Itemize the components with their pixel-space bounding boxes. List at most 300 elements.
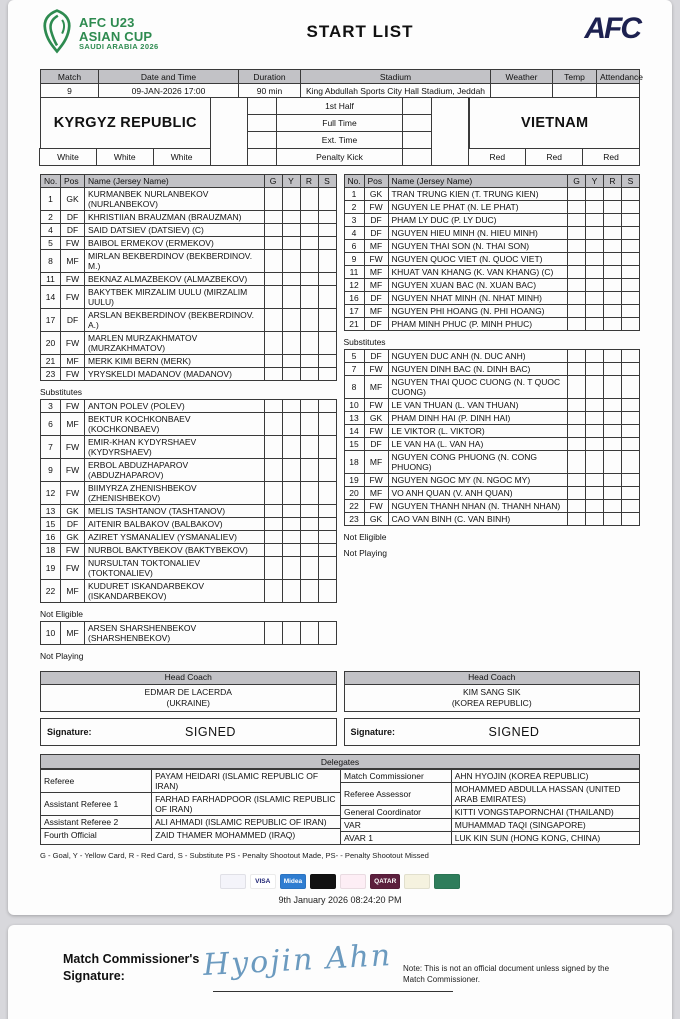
player-position: MF	[364, 487, 388, 500]
stat-goal-cell	[568, 350, 586, 363]
stat-yellow-cell	[282, 188, 300, 211]
player-row	[41, 368, 337, 381]
stat-sub-cell	[622, 363, 640, 376]
delegate-name: LUK KIN SUN (HONG KONG, CHINA)	[451, 832, 639, 845]
player-position: DF	[364, 214, 388, 227]
col-sub: S	[318, 175, 336, 188]
stat-yellow-cell	[586, 240, 604, 253]
home-score-cell	[247, 148, 277, 166]
home-signature-box	[40, 718, 337, 746]
player-row	[41, 459, 337, 482]
col-temp: Temp	[553, 70, 597, 84]
player-name: ARSLAN BEKBERDINOV (BEKBERDINOV. A.)	[85, 309, 265, 332]
player-number: 19	[344, 474, 364, 487]
delegates-left	[41, 769, 340, 844]
player-position: GK	[61, 531, 85, 544]
stat-yellow-cell	[282, 273, 300, 286]
stat-sub-cell	[622, 266, 640, 279]
player-number: 11	[344, 266, 364, 279]
player-row	[344, 305, 640, 318]
stat-red-cell	[300, 544, 318, 557]
player-name: LE VAN THUAN (L. VAN THUAN)	[388, 399, 568, 412]
player-row	[344, 487, 640, 500]
roster-header-row	[41, 175, 337, 188]
stat-goal-cell	[568, 500, 586, 513]
stat-red-cell	[604, 438, 622, 451]
stat-sub-cell	[622, 412, 640, 425]
player-position: FW	[61, 436, 85, 459]
player-number: 22	[41, 580, 61, 603]
player-name: NGUYEN PHI HOANG (N. PHI HOANG)	[388, 305, 568, 318]
player-row	[41, 309, 337, 332]
player-number: 11	[41, 273, 61, 286]
player-name: BEKNAZ ALMAZBEKOV (ALMAZBEKOV)	[85, 273, 265, 286]
away-signature-box	[344, 718, 641, 746]
player-row	[41, 237, 337, 250]
stat-sub-cell	[318, 580, 336, 603]
stat-red-cell	[604, 513, 622, 526]
home-team-name: KYRGYZ REPUBLIC	[40, 98, 211, 149]
player-position: FW	[61, 273, 85, 286]
stat-yellow-cell	[586, 253, 604, 266]
player-row	[344, 363, 640, 376]
away-substitutes-label: Substitutes	[343, 337, 386, 347]
stat-red-cell	[604, 412, 622, 425]
player-position: MF	[364, 376, 388, 399]
stat-red-cell	[604, 500, 622, 513]
player-row	[344, 227, 640, 240]
stat-goal-cell	[264, 188, 282, 211]
stat-sub-cell	[318, 400, 336, 413]
stat-sub-cell	[318, 286, 336, 309]
player-row	[41, 286, 337, 309]
sponsor-logo: QATAR	[370, 874, 400, 889]
abbreviation-legend: G - Goal, Y - Yellow Card, R - Red Card, S - Substitute PS - Penalty Shootout Made, PS- - Penalty Shootout Missed	[40, 851, 429, 861]
stat-goal-cell	[264, 518, 282, 531]
stat-red-cell	[604, 425, 622, 438]
player-name: ARSEN SHARSHENBEKOV (SHARSHENBEKOV)	[85, 622, 265, 645]
player-name: NGUYEN NHAT MINH (N. NHAT MINH)	[388, 292, 568, 305]
signature-line	[213, 991, 453, 992]
player-number: 18	[344, 451, 364, 474]
home-score-cell	[247, 114, 277, 132]
home-coach-box	[40, 671, 337, 712]
col-pos: Pos	[61, 175, 85, 188]
player-position: FW	[364, 500, 388, 513]
stat-yellow-cell	[282, 368, 300, 381]
stat-red-cell	[604, 240, 622, 253]
stat-goal-cell	[264, 355, 282, 368]
stat-sub-cell	[318, 505, 336, 518]
delegates-body	[41, 769, 639, 844]
player-row	[41, 505, 337, 518]
delegate-role: Referee Assessor	[341, 783, 451, 806]
player-row	[344, 500, 640, 513]
delegate-role: VAR	[341, 819, 451, 832]
player-number: 6	[41, 413, 61, 436]
home-not-playing-label: Not Playing	[40, 651, 84, 661]
away-score-cell	[402, 97, 432, 115]
player-row	[344, 412, 640, 425]
stat-yellow-cell	[282, 580, 300, 603]
player-position: DF	[61, 224, 85, 237]
match-attendance	[597, 84, 640, 98]
player-number: 9	[41, 459, 61, 482]
stat-red-cell	[300, 580, 318, 603]
col-match: Match	[41, 70, 99, 84]
player-name: BAIBOL ERMEKOV (ERMEKOV)	[85, 237, 265, 250]
stat-red-cell	[604, 451, 622, 474]
stat-yellow-cell	[282, 531, 300, 544]
delegate-row	[41, 793, 340, 816]
player-name: ANTON POLEV (POLEV)	[85, 400, 265, 413]
stat-sub-cell	[318, 273, 336, 286]
delegate-row	[341, 819, 639, 832]
stat-red-cell	[300, 250, 318, 273]
col-sub: S	[622, 175, 640, 188]
delegate-name: AHN HYOJIN (KOREA REPUBLIC)	[451, 770, 639, 783]
score-row	[247, 115, 431, 132]
stat-yellow-cell	[586, 399, 604, 412]
home-not-eligible-table	[40, 621, 337, 645]
away-substitutes-table	[344, 349, 641, 526]
delegate-row	[41, 770, 340, 793]
stat-red-cell	[604, 376, 622, 399]
stat-yellow-cell	[282, 400, 300, 413]
stat-goal-cell	[568, 253, 586, 266]
player-name: YRYSKELDI MADANOV (MADANOV)	[85, 368, 265, 381]
delegates-title: Delegates	[41, 755, 639, 769]
left-flank-cell	[210, 98, 249, 166]
home-kit-color: White	[153, 148, 211, 166]
player-row	[41, 482, 337, 505]
player-name: NGUYEN LE PHAT (N. LE PHAT)	[388, 201, 568, 214]
stat-goal-cell	[264, 459, 282, 482]
stat-yellow-cell	[586, 487, 604, 500]
player-number: 6	[344, 240, 364, 253]
player-row	[41, 544, 337, 557]
player-number: 18	[41, 544, 61, 557]
col-stadium: Stadium	[301, 70, 491, 84]
afc-logo: AFC	[584, 12, 640, 45]
stat-sub-cell	[318, 413, 336, 436]
stat-goal-cell	[568, 376, 586, 399]
player-number: 21	[41, 355, 61, 368]
player-row	[344, 318, 640, 331]
sponsor-logo	[310, 874, 336, 889]
home-coach-country: (UKRAINE)	[166, 697, 210, 708]
stat-yellow-cell	[586, 305, 604, 318]
stat-yellow-cell	[282, 211, 300, 224]
player-number: 17	[344, 305, 364, 318]
stat-yellow-cell	[282, 286, 300, 309]
stat-goal-cell	[568, 412, 586, 425]
stat-red-cell	[300, 237, 318, 250]
away-coach-header: Head Coach	[344, 671, 641, 685]
player-name: VO ANH QUAN (V. ANH QUAN)	[388, 487, 568, 500]
away-kit-color: Red	[468, 148, 526, 166]
stat-yellow-cell	[282, 505, 300, 518]
tournament-name-line2: ASIAN CUP	[79, 28, 153, 44]
home-signature-value: SIGNED	[185, 725, 236, 740]
match-date-time: 09-JAN-2026 17:00	[99, 84, 239, 98]
player-position: FW	[61, 544, 85, 557]
away-not-eligible-label: Not Eligible	[343, 532, 387, 542]
stat-yellow-cell	[282, 622, 300, 645]
stat-sub-cell	[318, 459, 336, 482]
player-number: 23	[344, 513, 364, 526]
stat-sub-cell	[318, 188, 336, 211]
stat-red-cell	[300, 355, 318, 368]
stat-sub-cell	[318, 544, 336, 557]
player-number: 5	[41, 237, 61, 250]
stat-yellow-cell	[282, 413, 300, 436]
sponsor-logo: VISA	[250, 874, 276, 889]
stat-red-cell	[604, 227, 622, 240]
player-name: BAKYTBEK MIRZALIM UULU (MIRZALIM UULU)	[85, 286, 265, 309]
player-name: LE VAN HA (L. VAN HA)	[388, 438, 568, 451]
stat-sub-cell	[622, 487, 640, 500]
col-red: R	[300, 175, 318, 188]
stat-sub-cell	[622, 425, 640, 438]
stat-goal-cell	[264, 237, 282, 250]
player-row	[344, 292, 640, 305]
document-header	[40, 8, 640, 59]
player-row	[41, 436, 337, 459]
home-substitutes-label: Substitutes	[40, 387, 83, 397]
player-number: 14	[41, 286, 61, 309]
player-position: GK	[61, 188, 85, 211]
player-row	[344, 451, 640, 474]
away-signature-label: Signature:	[350, 727, 396, 738]
stat-sub-cell	[622, 279, 640, 292]
away-coach-box	[344, 671, 641, 712]
player-row	[344, 474, 640, 487]
player-name: CAO VAN BINH (C. VAN BINH)	[388, 513, 568, 526]
home-kit-color: White	[96, 148, 154, 166]
col-name: Name (Jersey Name)	[388, 175, 568, 188]
stat-sub-cell	[622, 214, 640, 227]
away-score-cell	[402, 114, 432, 132]
player-number: 15	[344, 438, 364, 451]
stat-goal-cell	[568, 318, 586, 331]
player-name: KURMANBEK NURLANBEKOV (NURLANBEKOV)	[85, 188, 265, 211]
player-number: 1	[344, 188, 364, 201]
stat-red-cell	[604, 305, 622, 318]
home-kit-color: White	[39, 148, 97, 166]
roster-header-row	[344, 175, 640, 188]
delegate-name: FARHAD FARHADPOOR (ISLAMIC REPUBLIC OF IRAN)	[152, 793, 340, 816]
stat-goal-cell	[568, 188, 586, 201]
delegate-row	[341, 770, 639, 783]
player-name: NGUYEN CONG PHUONG (N. CONG PHUONG)	[388, 451, 568, 474]
match-number: 9	[41, 84, 99, 98]
score-table	[247, 98, 431, 166]
stat-red-cell	[300, 436, 318, 459]
score-period-label: 1st Half	[276, 97, 402, 115]
player-name: MERK KIMI BERN (MERK)	[85, 355, 265, 368]
col-goal: G	[568, 175, 586, 188]
stat-yellow-cell	[282, 355, 300, 368]
sponsor-logo	[434, 874, 460, 889]
delegate-role: AVAR 1	[341, 832, 451, 845]
player-row	[344, 513, 640, 526]
player-row	[41, 188, 337, 211]
player-position: DF	[364, 438, 388, 451]
player-number: 8	[41, 250, 61, 273]
player-name: NGUYEN THAI QUOC CUONG (N. T QUOC CUONG)	[388, 376, 568, 399]
stat-sub-cell	[622, 240, 640, 253]
stat-goal-cell	[568, 214, 586, 227]
stat-goal-cell	[568, 201, 586, 214]
stat-sub-cell	[622, 474, 640, 487]
stat-yellow-cell	[586, 279, 604, 292]
stat-red-cell	[300, 188, 318, 211]
stat-yellow-cell	[586, 188, 604, 201]
away-coach-body	[344, 685, 641, 712]
stat-yellow-cell	[586, 376, 604, 399]
stat-red-cell	[604, 399, 622, 412]
player-row	[344, 279, 640, 292]
home-roster-column	[40, 174, 337, 663]
player-name: PHAM MINH PHUC (P. MINH PHUC)	[388, 318, 568, 331]
stat-yellow-cell	[282, 436, 300, 459]
player-position: MF	[364, 240, 388, 253]
stat-sub-cell	[318, 436, 336, 459]
player-row	[344, 266, 640, 279]
stat-yellow-cell	[586, 363, 604, 376]
player-number: 15	[41, 518, 61, 531]
player-row	[41, 400, 337, 413]
away-coach-country: (KOREA REPUBLIC)	[451, 697, 532, 708]
stat-red-cell	[300, 273, 318, 286]
stat-red-cell	[300, 459, 318, 482]
stat-goal-cell	[568, 292, 586, 305]
player-row	[41, 211, 337, 224]
player-name: NGUYEN QUOC VIET (N. QUOC VIET)	[388, 253, 568, 266]
stat-sub-cell	[318, 622, 336, 645]
stat-red-cell	[604, 487, 622, 500]
delegate-name: MUHAMMAD TAQI (SINGAPORE)	[451, 819, 639, 832]
stat-goal-cell	[264, 580, 282, 603]
delegate-row	[341, 783, 639, 806]
delegate-role: Fourth Official	[41, 829, 152, 842]
col-goal: G	[264, 175, 282, 188]
commissioner-label-line1: Match Commissioner's	[63, 952, 200, 967]
stat-yellow-cell	[282, 224, 300, 237]
stat-yellow-cell	[282, 518, 300, 531]
stat-sub-cell	[318, 211, 336, 224]
stat-yellow-cell	[282, 544, 300, 557]
home-not-eligible-label: Not Eligible	[40, 609, 83, 619]
player-name: ERBOL ABDUZHAPAROV (ABDUZHAPAROV)	[85, 459, 265, 482]
player-name: TRAN TRUNG KIEN (T. TRUNG KIEN)	[388, 188, 568, 201]
score-row	[247, 98, 431, 115]
stat-yellow-cell	[586, 425, 604, 438]
player-position: FW	[364, 253, 388, 266]
stat-yellow-cell	[586, 412, 604, 425]
home-starters-table	[40, 174, 337, 381]
stat-sub-cell	[318, 368, 336, 381]
stat-yellow-cell	[586, 513, 604, 526]
away-kit-colors	[469, 149, 640, 166]
stat-sub-cell	[318, 518, 336, 531]
player-position: MF	[364, 451, 388, 474]
home-score-cell	[247, 131, 277, 149]
home-kit-colors	[40, 149, 211, 166]
col-yellow: Y	[282, 175, 300, 188]
player-row	[41, 250, 337, 273]
stat-goal-cell	[568, 399, 586, 412]
match-info-value-row	[41, 84, 640, 98]
delegate-name: KITTI VONGSTAPORNCHAI (THAILAND)	[451, 806, 639, 819]
page-title: START LIST	[306, 22, 414, 41]
player-position: FW	[364, 363, 388, 376]
away-score-cell	[402, 148, 432, 166]
stat-goal-cell	[568, 474, 586, 487]
tournament-name-line3: SAUDI ARABIA 2026	[79, 41, 159, 51]
player-row	[344, 425, 640, 438]
player-row	[344, 350, 640, 363]
stat-yellow-cell	[282, 557, 300, 580]
stat-red-cell	[604, 201, 622, 214]
stat-yellow-cell	[586, 292, 604, 305]
player-name: NGUYEN THAI SON (N. THAI SON)	[388, 240, 568, 253]
player-row	[41, 224, 337, 237]
player-row	[41, 332, 337, 355]
head-coach-section	[40, 671, 640, 712]
delegate-row	[341, 806, 639, 819]
stat-yellow-cell	[586, 201, 604, 214]
delegate-role: Match Commissioner	[341, 770, 451, 783]
stat-goal-cell	[264, 505, 282, 518]
player-position: FW	[364, 474, 388, 487]
stat-goal-cell	[264, 531, 282, 544]
stat-goal-cell	[264, 224, 282, 237]
stat-goal-cell	[264, 400, 282, 413]
player-position: MF	[61, 413, 85, 436]
player-row	[41, 580, 337, 603]
stat-goal-cell	[568, 266, 586, 279]
player-row	[41, 531, 337, 544]
player-position: MF	[364, 279, 388, 292]
stat-sub-cell	[622, 227, 640, 240]
team-score-block	[40, 98, 640, 166]
stat-yellow-cell	[586, 451, 604, 474]
stat-yellow-cell	[282, 250, 300, 273]
stat-sub-cell	[318, 531, 336, 544]
stat-goal-cell	[264, 309, 282, 332]
stat-goal-cell	[264, 436, 282, 459]
stat-sub-cell	[622, 376, 640, 399]
delegate-name: MOHAMMED ABDULLA HASSAN (UNITED ARAB EMIRATES)	[451, 783, 639, 806]
player-number: 7	[344, 363, 364, 376]
player-number: 7	[41, 436, 61, 459]
player-row	[41, 557, 337, 580]
sponsor-logos-row	[40, 874, 640, 889]
player-position: MF	[61, 250, 85, 273]
match-duration: 90 min	[239, 84, 301, 98]
away-score-cell	[402, 131, 432, 149]
stat-yellow-cell	[586, 350, 604, 363]
stat-sub-cell	[622, 292, 640, 305]
tournament-logo-text	[79, 16, 159, 50]
player-position: MF	[61, 622, 85, 645]
stat-yellow-cell	[586, 500, 604, 513]
player-row	[344, 201, 640, 214]
stat-red-cell	[604, 318, 622, 331]
print-timestamp: 9th January 2026 08:24:20 PM	[278, 895, 402, 906]
